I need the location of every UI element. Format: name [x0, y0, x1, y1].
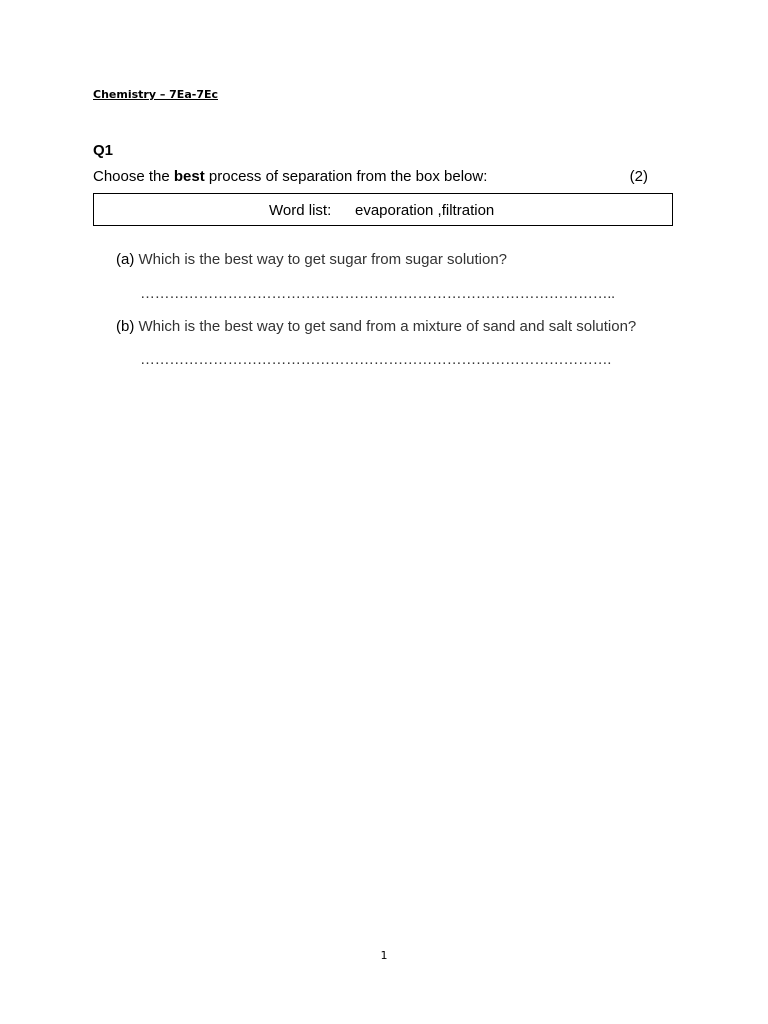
word-list-label: Word list:	[269, 202, 332, 219]
instruction-emphasis: best	[173, 168, 205, 185]
answer-line-a[interactable]: ……………………………………………………………………………………..	[140, 285, 615, 302]
part-b-letter: (b)	[116, 318, 135, 335]
word-list-box	[93, 193, 673, 226]
part-a-letter: (a)	[116, 251, 135, 268]
question-instruction	[93, 168, 648, 185]
answer-line-b[interactable]: …………………………………………………………………………………….	[140, 351, 611, 368]
document-header: Chemistry – 7Ea-7Ec	[93, 88, 219, 101]
instruction-text-end: process of separation from the box below:	[204, 168, 488, 185]
question-marks: (2)	[629, 168, 648, 185]
question-number: Q1	[93, 142, 114, 159]
part-b-text: Which is the best way to get sand from a mixture of sand and salt solution?	[134, 318, 637, 335]
question-part-b	[116, 318, 636, 335]
page-number: 1	[380, 949, 388, 962]
question-part-a	[116, 251, 507, 268]
instruction-text-start: Choose the	[93, 168, 174, 185]
word-list-words: evaporation ,filtration	[355, 202, 495, 219]
part-a-text: Which is the best way to get sugar from sugar solution?	[134, 251, 508, 268]
